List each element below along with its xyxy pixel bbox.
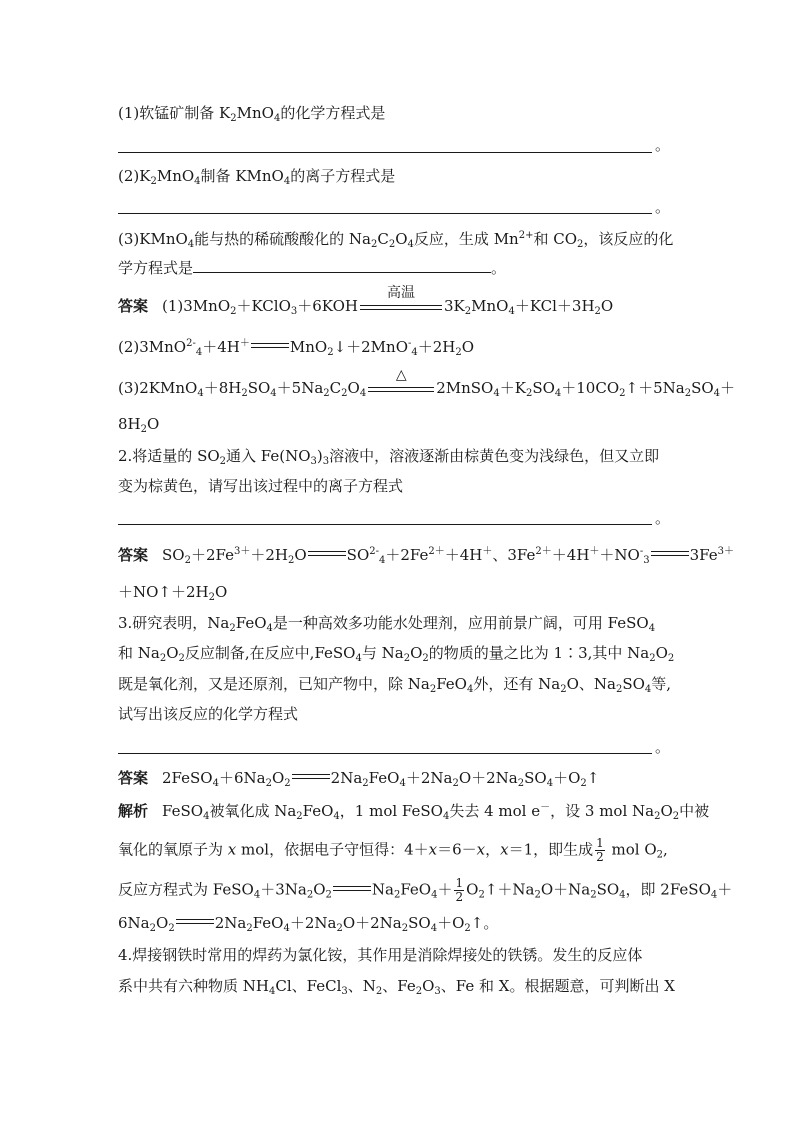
- answer1-line4: $8H_2O$: [118, 415, 160, 435]
- q1-part3: (3)KMnO$_4$能与热的稀硫酸酸化的 $Na_2C_2O_4$反应，生成 $Mn^{2+}$和 $CO_2$，该反应的化: [118, 230, 674, 250]
- answer2-line2: $+NO↑+2H_2O$: [118, 583, 228, 603]
- q1-part3-line2: 学方程式是 。: [118, 259, 507, 277]
- answer-blank-line[interactable]: [118, 152, 652, 153]
- equals-sign: [292, 774, 330, 779]
- answer1-line1: 答案 (1)3MnO$_2$＋KClO$_3$＋6KOH 高温 $3K_2MnO_4+KCl+3H_2O$: [118, 285, 614, 317]
- q2-line1: 2.将适量的 $SO_2$通入 $Fe(NO_3)_3$溶液中，溶液逐渐由棕黄色变为浅绿色，但又立即: [118, 447, 660, 467]
- q2-line2: 变为棕黄色，请写出该过程中的离子方程式: [118, 477, 404, 495]
- answer1-line2: (2)3MnO$^{2-}_4$＋4H＋ $MnO_2↓+2MnO^-_4+2H_2O$: [118, 338, 475, 358]
- equals-sign: [333, 886, 371, 891]
- q3-line1: 3.研究表明，$Na_2FeO_4$是一种高效多功能水处理剂，应用前景广阔，可用 FeSO$_4$: [118, 614, 656, 634]
- period: 。: [655, 509, 671, 527]
- q3-line4: 试写出该反应的化学方程式: [118, 705, 299, 723]
- reaction-condition-arrow: △: [368, 378, 434, 398]
- answer3-line: 答案 $2FeSO_4+6Na_2O_2$ $2Na_2FeO_4+2Na_2O+2Na_2SO_4+O_2↑$: [118, 769, 600, 789]
- q1-part2: $(2)K_2MnO_4$制备 KMnO$_4$的离子方程式是: [118, 167, 396, 187]
- q3-line3: 既是氧化剂，又是还原剂，已知产物中，除 $Na_2FeO_4$外，还有 $Na_2O$、$Na_2SO_4$等,: [118, 675, 672, 695]
- q4-line1: 4.焊接钢铁时常用的焊药为氯化铵，其作用是消除焊接处的铁锈。发生的反应体: [118, 946, 643, 964]
- q4-line2: 系中共有六种物质 $NH_4Cl$、FeCl$_3$、$N_2$、$Fe_2O_3$、Fe 和 X。根据题意，可判断出 X: [118, 977, 675, 997]
- answer-blank-line[interactable]: [118, 524, 652, 525]
- fraction-one-half: $\frac{1}{2}$: [455, 876, 464, 904]
- answer-label: 答案: [118, 546, 149, 564]
- reaction-condition-arrow: 高温: [360, 296, 442, 316]
- answer-blank-line[interactable]: [118, 753, 652, 754]
- period: 。: [655, 136, 671, 154]
- fraction-one-half: $\frac{1}{2}$: [596, 836, 604, 864]
- answer1-line3: $(3)2KMnO_4+8H_2SO_4+5Na_2C_2O_4$ △ $2MnSO_4+K_2SO_4+10CO_2↑+5Na_2SO_4+$: [118, 367, 736, 399]
- q1-part1: (1)软锰矿制备 $K_2MnO_4$的化学方程式是: [118, 104, 386, 124]
- analysis-label: 解析: [118, 802, 149, 820]
- answer-blank-inline[interactable]: [193, 258, 491, 273]
- analysis3-line2: 氧化的氧原子为 x mol，依据电子守恒得：4＋x＝6－x，x＝1，即生成 $\frac{1}{2}$ mol $O_2$,: [118, 836, 668, 864]
- analysis3-line1: 解析 FeSO$_4$被氧化成 $Na_2FeO_4$，1 mol FeSO$_4$失去 4 mol e－，设 3 mol $Na_2O_2$中被: [118, 802, 710, 822]
- answer-label: 答案: [118, 769, 149, 787]
- answer2-line1: 答案 $SO_2+2Fe^{3+}+2H_2O$ $SO^{2-}_4+2Fe^{2+}+4H^+$、$3Fe^{2+}+4H^++NO^-_3$ $3Fe^{3+}$: [118, 546, 734, 566]
- equals-sign: [251, 343, 289, 348]
- q3-line2: 和 $Na_2O_2$反应制备,在反应中,FeSO$_4$与 $Na_2O_2$的物质的量之比为 1∶3,其中 $Na_2O_2$: [118, 644, 675, 664]
- answer-blank-line[interactable]: [118, 213, 652, 214]
- equals-sign: [308, 551, 346, 556]
- period: 。: [655, 198, 671, 216]
- equals-sign: [651, 551, 689, 556]
- analysis3-line3: 反应方程式为 $FeSO_4+3Na_2O_2$ $Na_2FeO_4+$ $\frac{1}{2}$ $O_2↑+Na_2O+Na_2SO_4$，即 2FeSO$_4$＋: [118, 876, 733, 904]
- period: 。: [655, 738, 671, 756]
- equals-sign: [176, 919, 214, 924]
- analysis3-line4: $6Na_2O_2$ $2Na_2FeO_4+2Na_2O+2Na_2SO_4+O_2↑$。: [118, 914, 499, 934]
- answer-label: 答案: [118, 297, 149, 315]
